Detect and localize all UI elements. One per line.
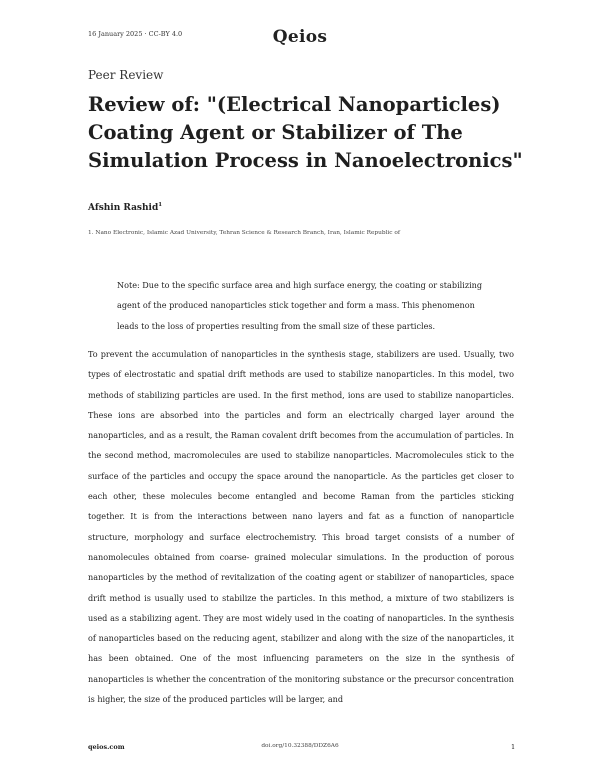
article-title: Review of: "(Electrical Nanoparticles) Coating Agent or Stabilizer of The Simulation Process in Nanoelectronics" (88, 93, 523, 172)
note-paragraph: Note: Due to the specific surface area and high surface energy, the coating or stabilizing agent of the produced nanoparticles stick together and form a mass. This phenomenon leads to the loss of properties resulting from the small size of these particles. (117, 280, 483, 331)
footer-doi-link[interactable]: doi.org/10.32388/DDZ6A6 (261, 743, 339, 749)
author-line (88, 202, 162, 213)
author-affiliation: 1. Nano Electronic, Islamic Azad University, Tehran Science & Research Branch, Iran, Islamic Republic of (88, 230, 401, 236)
body-paragraph: To prevent the accumulation of nanoparticles in the synthesis stage, stabilizers are used. Usually, two types of electrostatic and spatial drift methods are used to stabilize nanoparticles. In this model, two methods of stabilizing particles are used. In the first method, ions are used to stabilize nanoparticles. These ions are absorbed into the particles and form an electrically charged layer around the nanoparticles, and as a result, the Raman covalent drift becomes from the accumulation of particles. In the second method, macromolecules are used to stabilize nanoparticles. Macromolecules stick to the surface of the particles and occupy the space around the nanoparticle. As the particles get closer to each other, these molecules become entangled and become Raman from the particles sticking together. It is from the interactions between nano layers and fat as a function of nanoparticle structure, morphology and surface electrochemistry. This broad target consists of a number of nanomolecules obtained from coarse- grained molecular simulations. In the production of porous nanoparticles by the method of revitalization of the coating agent or stabilizer of nanoparticles, space drift method is usually used to stabilize the particles. In this method, a mixture of two stabilizers is used as a stabilizing agent. They are most widely used in the coating of nanoparticles. In the synthesis of nanoparticles based on the reducing agent, stabilizer and along with the size of the nanoparticles, it has been obtained. One of the most influencing parameters on the size in the synthesis of nanoparticles is whether the concentration of the monitoring substance or the precursor concentration is higher, the size of the produced particles will be larger, and (88, 349, 514, 705)
publication-meta: 16 January 2025 · CC-BY 4.0 (88, 30, 183, 38)
author-affiliation-marker: 1 (158, 202, 163, 208)
page-number: 1 (511, 743, 516, 751)
footer-site-link[interactable]: qeios.com (88, 743, 125, 751)
qeios-logo[interactable]: Qeios (272, 27, 328, 47)
author-name[interactable]: Afshin Rashid (88, 203, 159, 213)
article-type-label: Peer Review (88, 68, 164, 82)
